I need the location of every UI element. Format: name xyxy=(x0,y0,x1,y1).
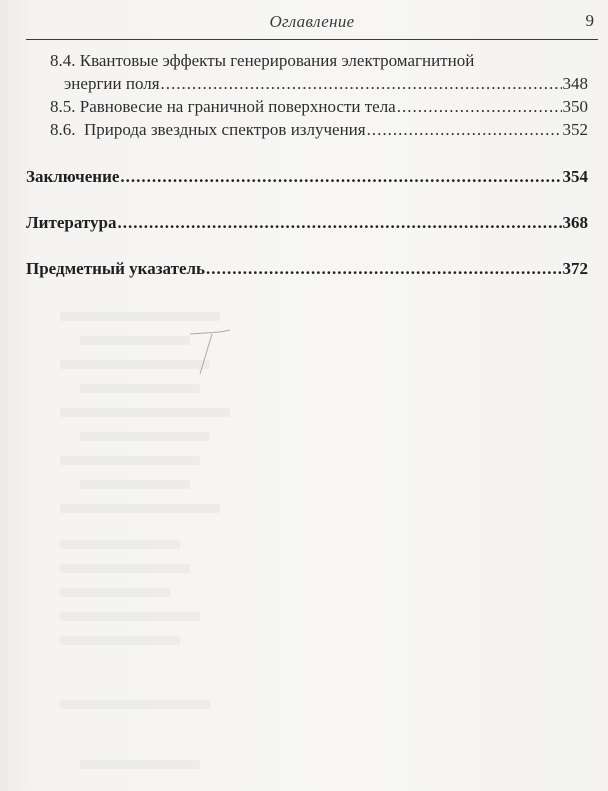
chapter-title: Заключение xyxy=(26,167,120,186)
entry-number: 8.5. xyxy=(50,97,76,116)
entry-title-line2: энергии поля xyxy=(64,74,160,93)
entry-title-line1: Квантовые эффекты генерирования электромагнитной xyxy=(79,51,475,70)
leader-dots xyxy=(161,74,562,94)
chapter-page: 368 xyxy=(562,213,588,232)
page-number: 9 xyxy=(585,11,594,30)
leader-dots xyxy=(206,259,561,279)
running-head-title: Оглавление xyxy=(269,12,355,31)
chapter-page: 372 xyxy=(562,259,588,278)
header-rule xyxy=(26,39,598,40)
leader-dots xyxy=(117,213,561,233)
entry-page: 352 xyxy=(562,120,588,139)
chapter-page: 354 xyxy=(562,167,588,186)
leader-dots xyxy=(367,120,562,140)
chapter-title: Предметный указатель xyxy=(26,259,206,278)
entry-title: Природа звездных спектров излучения xyxy=(84,120,366,139)
toc-entry-8-4-line2[interactable] xyxy=(64,74,588,94)
toc-chapter-literature[interactable] xyxy=(26,213,588,233)
entry-page: 350 xyxy=(562,97,588,116)
entry-page: 348 xyxy=(562,74,588,93)
entry-label xyxy=(50,120,366,140)
pencil-mark-icon xyxy=(186,322,236,382)
running-head xyxy=(26,10,598,34)
toc-chapter-index[interactable] xyxy=(26,259,588,279)
toc-entry-8-5[interactable] xyxy=(50,97,588,117)
entry-number: 8.6. xyxy=(50,120,76,139)
entry-label xyxy=(50,97,396,117)
leader-dots xyxy=(397,97,562,117)
toc-entry-8-6[interactable] xyxy=(50,120,588,140)
entry-number: 8.4. xyxy=(50,51,76,70)
leader-dots xyxy=(120,167,561,187)
toc-chapter-conclusion[interactable] xyxy=(26,167,588,187)
entry-title: Равновесие на граничной поверхности тела xyxy=(79,97,396,116)
toc-entry-8-4-line1 xyxy=(50,51,474,71)
chapter-title: Литература xyxy=(26,213,117,232)
